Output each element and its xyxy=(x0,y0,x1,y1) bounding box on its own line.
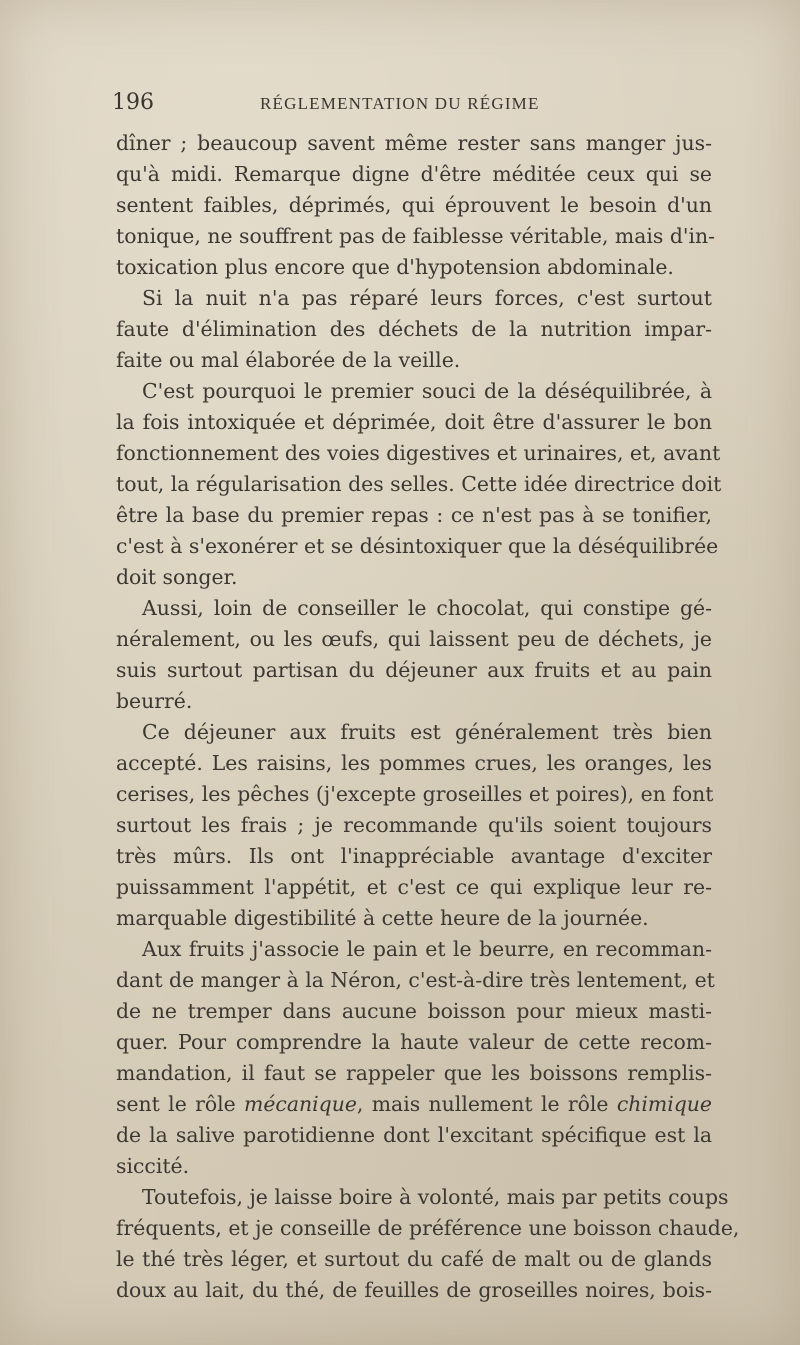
text-line: puissamment l'appétit, et c'est ce qui explique leur re- xyxy=(116,875,712,899)
body-text xyxy=(116,128,740,1306)
text-line: doit songer. xyxy=(116,565,238,589)
running-head: RÉGLEMENTATION DU RÉGIME xyxy=(260,94,540,113)
text-line: faute d'élimination des déchets de la nutrition impar- xyxy=(116,317,712,341)
text-line: mandation, il faut se rappeler que les boissons remplis- xyxy=(116,1061,712,1085)
text-run-italic: chimique xyxy=(616,1092,712,1116)
text-line: de la salive parotidienne dont l'excitant spécifique est la xyxy=(116,1123,712,1147)
text-line: marquable digestibilité à cette heure de la journée. xyxy=(116,906,649,930)
text-line: siccité. xyxy=(116,1154,190,1178)
text-line: tonique, ne souffrent pas de faiblesse véritable, mais d'in- xyxy=(116,224,716,248)
text-line: fréquents, et je conseille de préférence une boisson chaude, xyxy=(116,1216,740,1240)
text-line: Si la nuit n'a pas réparé leurs forces, c'est surtout xyxy=(142,286,712,310)
text-line: tout, la régularisation des selles. Cette idée directrice doit xyxy=(116,472,722,496)
text-line: Toutefois, je laisse boire à volonté, mais par petits coups xyxy=(142,1185,729,1209)
text-line: beurré. xyxy=(116,689,193,713)
text-line: quer. Pour comprendre la haute valeur de cette recom- xyxy=(116,1030,712,1054)
text-line: Ce déjeuner aux fruits est généralement très bien xyxy=(142,720,712,744)
text-line: accepté. Les raisins, les pommes crues, les oranges, les xyxy=(116,751,712,775)
text-line: fonctionnement des voies digestives et urinaires, et, avant xyxy=(116,441,721,465)
text-line: dîner ; beaucoup savent même rester sans manger jus- xyxy=(116,131,712,155)
text-line: sentent faibles, déprimés, qui éprouvent le besoin d'un xyxy=(116,193,712,217)
text-line: très mûrs. Ils ont l'inappréciable avantage d'exciter xyxy=(116,844,712,868)
text-line: être la base du premier repas : ce n'est pas à se tonifier, xyxy=(116,503,712,527)
text-run-italic: mécanique xyxy=(244,1092,357,1116)
page-number: 196 xyxy=(112,90,154,115)
text-line: cerises, les pêches (j'excepte groseilles et poires), en font xyxy=(116,782,714,806)
text-line: c'est à s'exonérer et se désintoxiquer que la déséquilibrée xyxy=(116,534,719,558)
text-line: de ne tremper dans aucune boisson pour mieux masti- xyxy=(116,999,712,1023)
text-line: toxication plus encore que d'hypotension abdominale. xyxy=(116,255,674,279)
text-line: surtout les frais ; je recommande qu'ils soient toujours xyxy=(116,813,712,837)
text-line: qu'à midi. Remarque digne d'être méditée ceux qui se xyxy=(116,162,712,186)
page-header xyxy=(112,90,726,124)
text-line: la fois intoxiquée et déprimée, doit être d'assurer le bon xyxy=(116,410,712,434)
text-line: Aussi, loin de conseiller le chocolat, qui constipe gé- xyxy=(142,596,712,620)
text-run: sent le rôle xyxy=(116,1092,245,1116)
text-line: Aux fruits j'associe le pain et le beurre, en recomman- xyxy=(142,937,712,961)
text-line-mixed xyxy=(116,1089,712,1120)
text-line: suis surtout partisan du déjeuner aux fruits et au pain xyxy=(116,658,712,682)
text-line: néralement, ou les œufs, qui laissent peu de déchets, je xyxy=(116,627,712,651)
text-line: le thé très léger, et surtout du café de malt ou de glands xyxy=(116,1247,712,1271)
text-line: faite ou mal élaborée de la veille. xyxy=(116,348,461,372)
text-line: C'est pourquoi le premier souci de la déséquilibrée, à xyxy=(142,379,712,403)
text-line: doux au lait, du thé, de feuilles de groseilles noires, bois- xyxy=(116,1278,712,1302)
text-line: dant de manger à la Néron, c'est-à-dire très lentement, et xyxy=(116,968,715,992)
text-run: , mais nullement le rôle xyxy=(356,1092,617,1116)
